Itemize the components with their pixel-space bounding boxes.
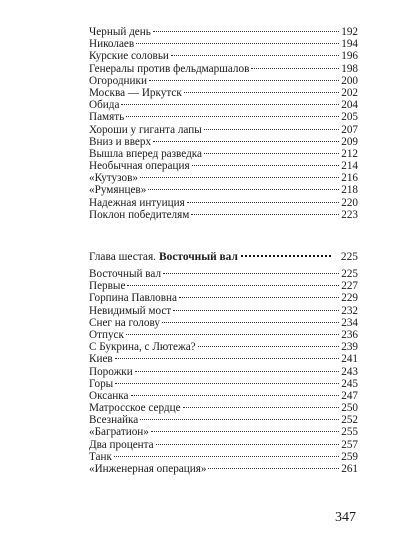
toc-entry (89, 366, 358, 378)
toc-leader-dots (126, 116, 339, 117)
toc-entry-title: «Кутузов» (89, 172, 138, 185)
toc-leader-dots (153, 141, 339, 142)
toc-entry-title: Поклон победителям (89, 208, 190, 221)
toc-entry-page: 196 (341, 50, 358, 63)
toc-entry-title: Курские соловьи (89, 50, 169, 63)
toc-leader-dots (198, 346, 340, 347)
toc-entry (89, 280, 358, 292)
toc-entry-page: 212 (341, 147, 358, 160)
toc-entry-title: Всезнайка (89, 414, 139, 427)
toc-entry-page: 245 (341, 377, 358, 390)
toc-entry-title: Необычная операция (89, 160, 190, 173)
page-number: 347 (335, 510, 356, 525)
toc-entry-title: Москва — Иркутск (89, 86, 182, 99)
toc-entry (89, 439, 358, 451)
toc-entry (89, 451, 358, 463)
toc-entry (89, 124, 358, 136)
toc-leader-dots (140, 177, 339, 178)
toc-leader-dots (136, 43, 339, 44)
toc-entry-page: 200 (341, 74, 358, 87)
toc-entry-page: 204 (341, 99, 358, 112)
toc-entry (89, 317, 358, 329)
toc-entry-page: 239 (341, 341, 358, 354)
toc-entry-page: 255 (341, 426, 358, 439)
toc-entry-page: 252 (341, 414, 358, 427)
toc-entry-title: Вышла вперед разведка (89, 147, 203, 160)
toc-entry-page: 209 (341, 135, 358, 148)
toc-entry-title: Вниз и вверх (89, 135, 152, 148)
toc-leader-dots (156, 444, 340, 445)
toc-entry-page: 257 (341, 438, 358, 451)
toc-entry-title: Матросское сердце (89, 402, 181, 415)
toc-entry (89, 378, 358, 390)
chapter-page-number: 225 (340, 251, 358, 263)
toc-entry (89, 148, 358, 160)
toc-leader-dots (115, 358, 340, 359)
toc-entry (89, 426, 358, 438)
toc-leader-dots (153, 31, 339, 32)
toc-list-top (89, 26, 358, 221)
toc-entry-page: 207 (341, 123, 358, 136)
toc-entry (89, 172, 358, 184)
toc-entry (89, 50, 358, 62)
toc-leader-dots (162, 322, 339, 323)
toc-entry (89, 390, 358, 402)
toc-entry-page: 261 (341, 463, 358, 475)
toc-entry (89, 402, 358, 414)
toc-entry-title: Оксанка (89, 389, 129, 402)
toc-leader-dots (251, 68, 339, 69)
toc-leader-dots (204, 129, 339, 130)
toc-entry-title: Восточный вал (89, 268, 162, 280)
toc-entry-title: Невидимый мост (89, 304, 172, 317)
toc-entry-page: 227 (341, 280, 358, 293)
toc-entry-title: «Багратион» (89, 426, 149, 439)
toc-entry-page: 225 (341, 268, 358, 280)
toc-entry-page: 234 (341, 316, 358, 329)
toc-entry-page: 205 (341, 111, 358, 124)
toc-entry-page: 214 (341, 160, 358, 173)
toc-leader-dots (114, 456, 339, 457)
toc-entry-title: Горы (89, 377, 114, 390)
toc-entry (89, 292, 358, 304)
toc-entry-page: 223 (341, 208, 358, 221)
toc-entry (89, 63, 358, 75)
toc-entry (89, 463, 358, 475)
toc-leader-dots (184, 92, 339, 93)
toc-entry-page: 194 (341, 38, 358, 51)
toc-entry-title: «Инженерная операция» (89, 463, 207, 475)
toc-entry-title: Два процента (89, 438, 154, 451)
toc-entry-title: Надежная интуиция (89, 196, 185, 209)
toc-entry (89, 87, 358, 99)
toc-entry-title: Танк (89, 450, 112, 463)
chapter-name: Восточный вал (159, 251, 238, 263)
toc-entry (89, 414, 358, 426)
toc-entry (89, 268, 358, 280)
toc-entry-page: 220 (341, 196, 358, 209)
toc-entry-title: Отпуск (89, 328, 124, 341)
toc-entry-title: Горпина Павловна (89, 292, 177, 305)
toc-leader-dots (148, 189, 339, 190)
toc-leader-dots (163, 273, 339, 274)
toc-entry-title: Черный день (89, 26, 151, 38)
toc-leader-dots (121, 104, 339, 105)
chapter-heading (89, 251, 358, 264)
toc-leader-dots (191, 214, 339, 215)
toc-entry (89, 38, 358, 50)
toc-entry-title: С Букрина, с Лютежа? (89, 341, 196, 354)
toc-entry-page: 250 (341, 402, 358, 415)
toc-leader-dots (115, 383, 339, 384)
toc-entry (89, 136, 358, 148)
toc-leader-dots (192, 165, 340, 166)
toc-entry-title: Николаев (89, 38, 135, 51)
toc-entry-page: 247 (341, 389, 358, 402)
toc-entry-page: 198 (341, 62, 358, 75)
toc-leader-dots (135, 371, 339, 372)
toc-entry (89, 99, 358, 111)
toc-entry (89, 111, 358, 123)
toc-entry-page: 232 (341, 304, 358, 317)
toc-entry-title: Память (89, 111, 125, 124)
toc-entry (89, 353, 358, 365)
toc-entry (89, 184, 358, 196)
toc-entry (89, 329, 358, 341)
toc-leader-dots (149, 80, 339, 81)
toc-leader-dots (208, 468, 339, 469)
toc-entry-page: 218 (341, 184, 358, 197)
toc-entry (89, 160, 358, 172)
toc-entry (89, 197, 358, 209)
toc-entry-page: 202 (341, 86, 358, 99)
toc-entry-page: 216 (341, 172, 358, 185)
toc-entry-page: 236 (341, 328, 358, 341)
toc-list-bottom (89, 268, 358, 475)
toc-entry-page: 241 (341, 353, 358, 366)
chapter-label: Глава шестая. (89, 251, 157, 263)
toc-entry (89, 305, 358, 317)
toc-entry-title: Огородники (89, 74, 147, 87)
toc-entry-title: Киев (89, 353, 113, 366)
toc-entry-title: Снег на голову (89, 316, 160, 329)
toc-entry-title: Генералы против фельдмаршалов (89, 62, 250, 75)
toc-entry (89, 26, 358, 38)
toc-leader-dots (183, 407, 340, 408)
toc-entry-page: 192 (341, 26, 358, 38)
toc-entry (89, 209, 358, 221)
toc-leader-dots (127, 285, 339, 286)
toc-entry-page: 243 (341, 365, 358, 378)
toc-entry-title: «Румянцев» (89, 184, 147, 197)
toc-entry-title: Порожки (89, 365, 133, 378)
toc-leader-dots (204, 153, 339, 154)
toc-entry-page: 259 (341, 450, 358, 463)
toc-leader-dots (151, 431, 339, 432)
toc-entry-title: Обида (89, 99, 120, 112)
toc-leader-dots (171, 55, 339, 56)
toc-entry-page: 229 (341, 292, 358, 305)
toc-entry (89, 341, 358, 353)
toc-entry-title: Первые (89, 280, 126, 293)
toc-leader-dots (187, 202, 339, 203)
chapter-leader-dots (241, 255, 331, 257)
toc-leader-dots (140, 419, 339, 420)
toc-entry (89, 75, 358, 87)
toc-entry-title: Хороши у гиганта лапы (89, 123, 202, 136)
toc-leader-dots (179, 297, 339, 298)
toc-leader-dots (126, 334, 339, 335)
toc-leader-dots (173, 310, 339, 311)
toc-leader-dots (131, 395, 340, 396)
